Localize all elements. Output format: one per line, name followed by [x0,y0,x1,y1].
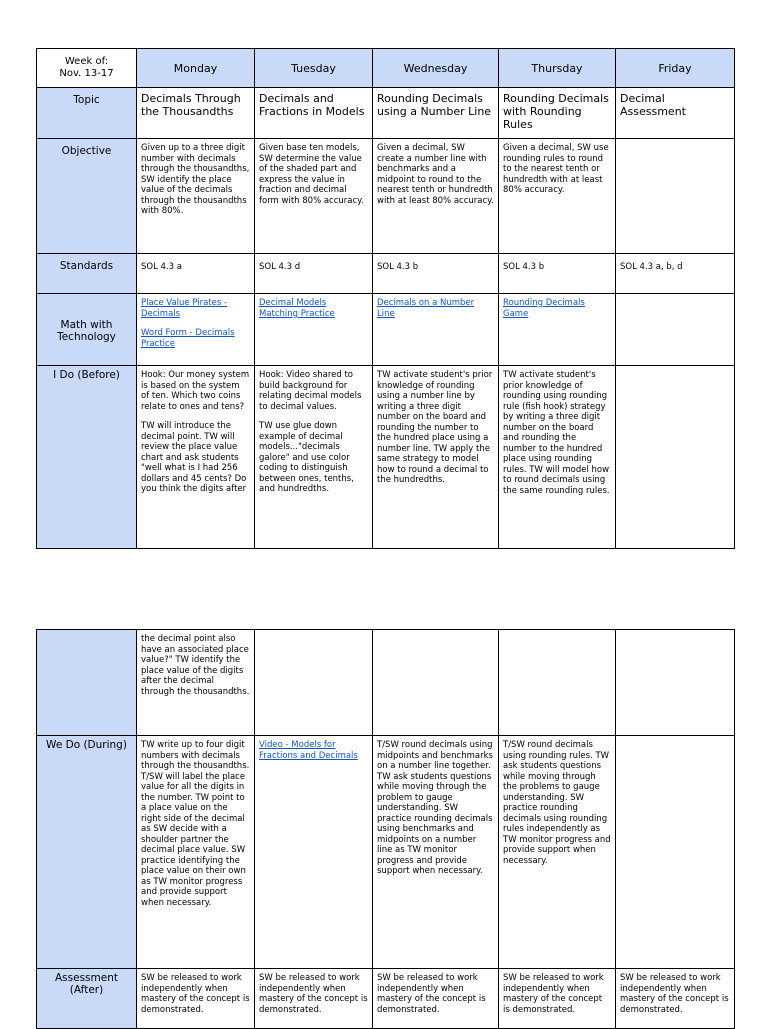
topic-monday: Decimals Through the Thousandths [137,88,255,139]
standards-friday: SOL 4.3 a, b, d [616,254,735,294]
decimals-number-line-link[interactable]: Decimals on a Number Line [377,298,475,319]
we-do-wednesday: T/SW round decimals using midpoints and benchmarks on a number line together. TW ask students questions while moving through the problem to gauge understanding. SW practice rounding decimals using benchmarks and midpoints on a number line as TW monitor progress and provide support when necessary. [373,736,499,969]
math-tech-wednesday [373,294,499,366]
we-do-thursday: T/SW round decimals using rounding rules. TW ask students questions while moving through the problems to gauge understanding. SW practice rounding decimals using rounding rules independently as TW monitor progress and provide support when necessary. [499,736,616,969]
standards-monday: SOL 4.3 a [137,254,255,294]
objective-row [37,139,735,254]
place-value-pirates-link[interactable]: Place Value Pirates - Decimals [141,298,228,319]
i-do-tuesday-models: TW use glue down example of decimal models..."decimals galore" and use color coding to distinguish between ones, tenths, and hundredths. [259,421,354,494]
topic-row [37,88,735,139]
row-label-we-do: We Do (During) [37,736,137,969]
i-do-tuesday [255,366,373,549]
i-do-monday-continued: the decimal point also have an associated place value?" TW identify the place value of the digits after the decimal through the thousandths. [137,630,255,736]
row-label-standards: Standards [37,254,137,294]
assessment-thursday: SW be released to work independently when mastery of the concept is demonstrated. [499,969,616,1029]
day-header-friday: Friday [616,49,735,88]
row-label-objective: Objective [37,139,137,254]
i-do-monday-hook: Hook: Our money system is based on the system of ten. Which two coins relate to ones and tens? [141,370,250,412]
row-label-i-do: I Do (Before) [37,366,137,549]
topic-friday: Decimal Assessment [616,88,735,139]
math-tech-tuesday [255,294,373,366]
standards-wednesday: SOL 4.3 b [373,254,499,294]
day-header-thursday: Thursday [499,49,616,88]
assessment-wednesday: SW be released to work independently when mastery of the concept is demonstrated. [373,969,499,1029]
topic-thursday: Rounding Decimals with Rounding Rules [499,88,616,139]
i-do-wednesday: TW activate student's prior knowledge of rounding using a number line by writing a three digit number on the board and rounding the number to the hundred place using a number line. TW apply the same strategy to model how to round a decimal to the hundredths. [373,366,499,549]
day-header-wednesday: Wednesday [373,49,499,88]
decimal-models-matching-link[interactable]: Decimal Models Matching Practice [259,298,335,319]
i-do-friday [616,366,735,549]
row-label-topic: Topic [37,88,137,139]
topic-tuesday: Decimals and Fractions in Models [255,88,373,139]
i-do-wednesday-continued [373,630,499,736]
i-do-friday-continued [616,630,735,736]
standards-thursday: SOL 4.3 b [499,254,616,294]
we-do-friday [616,736,735,969]
objective-monday: Given up to a three digit number with decimals through the thousandths, SW identify the place value of the decimals through the thousandths with 80%. [137,139,255,254]
objective-tuesday: Given base ten models, SW determine the value of the shaded part and express the value in fraction and decimal form with 80% accuracy. [255,139,373,254]
objective-friday [616,139,735,254]
i-do-monday [137,366,255,549]
week-of-header [37,49,137,88]
row-label-math-technology: Math with Technology [37,294,137,366]
topic-wednesday: Rounding Decimals using a Number Line [373,88,499,139]
rounding-decimals-game-link[interactable]: Rounding Decimals Game [503,298,585,319]
week-label: Week of: [64,56,109,67]
standards-row [37,254,735,294]
we-do-tuesday [255,736,373,969]
math-tech-friday [616,294,735,366]
i-do-thursday: TW activate student's prior knowledge of rounding using rounding rule (fish hook) strategy by writing a three digit number on the board and rounding the number to the hundred place using rounding rules. TW will model how to round decimals using the same rounding rules. [499,366,616,549]
i-do-tuesday-continued [255,630,373,736]
word-form-decimals-link[interactable]: Word Form - Decimals Practice [141,328,235,349]
assessment-row [37,969,735,1029]
header-row [37,49,735,88]
math-tech-thursday [499,294,616,366]
we-do-monday: TW write up to four digit numbers with decimals through the thousandths. T/SW will label the place value for all the digits in the number. TW point to a place value on the right side of the decimal as SW decide with a shoulder partner the decimal place value. SW practice identifying the place value on their own as TW monitor progress and provide support when necessary. [137,736,255,969]
i-do-thursday-continued [499,630,616,736]
we-do-row [37,736,735,969]
i-do-continued-row [37,630,735,736]
objective-thursday: Given a decimal, SW use rounding rules to round to the nearest tenth or hundredth with at least 80% accuracy. [499,139,616,254]
i-do-tuesday-hook: Hook: Video shared to build background for relating decimal models to decimal values. [259,370,362,412]
i-do-row [37,366,735,549]
i-do-monday-intro: TW will introduce the decimal point. TW will review the place value chart and ask students "well what is I had 256 dollars and 45 cents? Do you think the digits after [141,421,247,494]
assessment-friday: SW be released to work independently when mastery of the concept is demonstrated. [616,969,735,1029]
models-fractions-decimals-video-link[interactable]: Video - Models for Fractions and Decimals [259,740,358,761]
row-label-assessment: Assessment (After) [37,969,137,1029]
day-header-monday: Monday [137,49,255,88]
objective-wednesday: Given a decimal, SW create a number line with benchmarks and a midpoint to round to the nearest tenth or hundredth with at least 80% accuracy. [373,139,499,254]
lesson-plan-table-page-1 [36,48,735,549]
day-header-tuesday: Tuesday [255,49,373,88]
lesson-plan-table-page-2 [36,629,735,1029]
assessment-tuesday: SW be released to work independently when mastery of the concept is demonstrated. [255,969,373,1029]
assessment-monday: SW be released to work independently when mastery of the concept is demonstrated. [137,969,255,1029]
week-dates: Nov. 13-17 [59,68,114,79]
row-label-blank [37,630,137,736]
math-tech-monday [137,294,255,366]
math-technology-row [37,294,735,366]
standards-tuesday: SOL 4.3 d [255,254,373,294]
